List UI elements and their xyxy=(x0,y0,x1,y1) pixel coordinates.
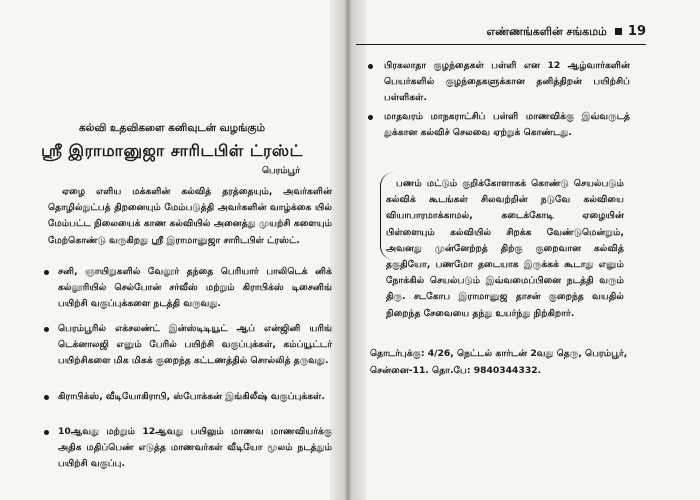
trust-location: பெரம்பூர் xyxy=(262,166,300,176)
header-rule xyxy=(356,44,646,45)
bullet-icon xyxy=(44,327,49,332)
section-title: எண்ணங்களின் சங்கமம் xyxy=(486,25,607,38)
list-item: 10ஆவது மற்றும் 12ஆவது பயிலும் மாணவ மாணவியர்க்கு அதிக மதிப்பெண் எடுத்த மாணவர்கள் வீடியோ மூலம் நடத்தும் பயிற்சி வகுப்பு. xyxy=(58,426,332,470)
trust-title: ஸ்ரீ இராமானுஜா சாரிடபிள் ட்ரஸ்ட் xyxy=(41,141,303,160)
trust-subtitle: கல்வி உதவிகளை கனிவுடன் வழங்கும் xyxy=(78,122,266,134)
square-bullet-icon xyxy=(615,28,622,35)
contact-address: தொடர்புக்கு: 4/26, நெட்டல் கார்டன் 2வது தெரு, பெரம்பூர், xyxy=(370,348,628,359)
book-gutter xyxy=(330,0,366,500)
intro-paragraph: ஏழை எளிய மக்களின் கல்வித் தரத்தையும், அவர்களின் தொழில்நுட்பத் திறனையும் மேம்படுத்தி அவர்களின் வாழ்க்கை யில் மேம்பட்ட நிலையைக் காண கல்வியில் அனைத்து முயற்சி களையும் மேற்கொண்டு வருகிறது ஸ்ரீ இராமானுஜா சாரிடபிள் ட்ரஸ்ட். xyxy=(48,186,332,246)
running-header xyxy=(356,24,646,40)
bullet-icon xyxy=(368,64,373,69)
contact-info xyxy=(370,346,660,379)
bullet-icon xyxy=(44,430,49,435)
bullet-icon xyxy=(44,270,49,275)
list-item: சனி, ஞாயிறுகளில் வேலூர் தந்தை பெரியார் பாலிடெக் னிக் கல்லூரியில் செல்போன் சர்வீஸ் மற்றும் கிராபிக்ஸ் டிசைனிங் பயிற்சி வகுப்புக்களை நடத்தி வருவது. xyxy=(58,266,332,310)
list-item: பிரகலாதா குழந்தைகள் பள்ளி என 12 ஆழ்வார்களின் பெயர்களில் குழந்தைகளுக்கான தனித்திறன் பயிற்சிப் பள்ளிகள். xyxy=(384,60,630,104)
closing-paragraph: பணம் மட்டும் குறிக்கோளாகக் கொண்டு செயல்படும் கல்விக் கூடங்கள் சிலவற்றின் நடுவே கல்வியை வியாபாரமாக்காமல், கடைக்கோடி ஏழையின் பிள்ளையும் கல்வியில் சிறக்க வேண்டுமென்றும், அவனது முன்னேற்றத் திற்கு குறைவான கல்வித் தகுதியோ, பணமோ தடையாக இருக்கக் கூடாது எனும் நோக்கில் செயல்படும் இவ்வமைப்பினை நடத்தி வரும் திரு. சடகோப இராமானுஜ தாசன் குறைந்த வயதில் நிறைந்த சேவையை தந்து உயர்ந்து நிற்கிறார். xyxy=(386,178,624,319)
list-item: பெரம்பூரில் எக்சலண்ட் இன்ஸ்டிடியூட் ஆப் என்ஜினி யரிங் டெக்னாலஜி எனும் பேரில் பயிற்சி வகுப்புக்கள், கம்ப்யூட்டர் பயிற்சிகளை மிக மிகக் குறைந்த கட்டணத்தில் சொல்லித் தருவது. xyxy=(58,323,332,367)
list-item: மாதவரம் மாநகராட்சிப் பள்ளி மாணவிக்கு இவ்வருடத் துக்கான கல்விச் செலவை ஏற்றுக் கொண்டது. xyxy=(384,111,630,139)
bullet-icon xyxy=(44,395,49,400)
page-number: 19 xyxy=(627,24,646,39)
contact-phone: சென்னை-11. தொ.பே: 9840344332. xyxy=(370,364,542,376)
list-item: கிராபிக்ஸ், வீடியோகிராபி, ஸ்போக்கன் இங்கிலீஷ் வகுப்புக்கள். xyxy=(58,391,325,402)
bullet-icon xyxy=(368,115,373,120)
